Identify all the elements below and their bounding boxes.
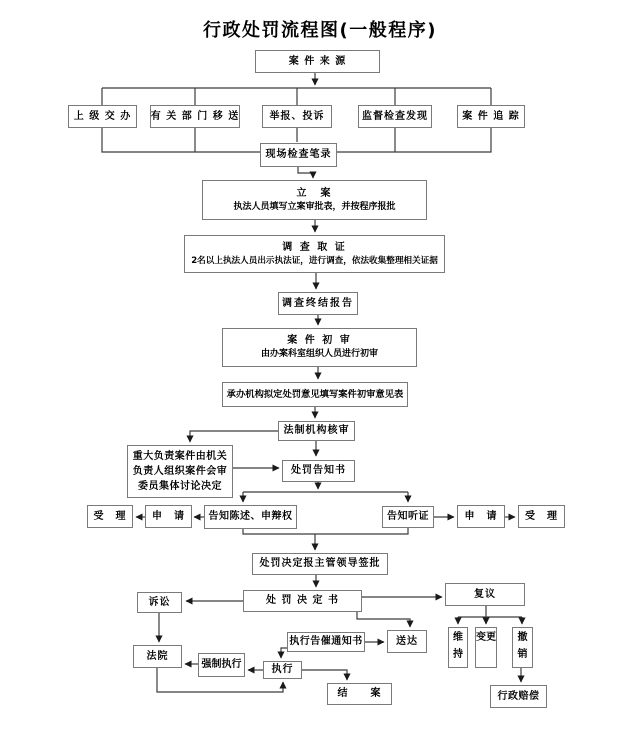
node-court: 法院 [133, 645, 182, 668]
node-compulsory-enforcement: 强制执行 [198, 653, 245, 677]
node-penalty-decision: 处 罚 决 定 书 [243, 590, 362, 612]
node-filing-desc: 执法人员填写立案审批表，并按程序报批 [233, 201, 396, 212]
node-filing-title: 立 案 [296, 187, 333, 199]
node-enforcement-notice: 执行告催通知书 [287, 632, 365, 652]
node-hearing-notice: 告知听证 [382, 506, 434, 528]
node-revoke: 撤销 [512, 627, 533, 668]
node-preliminary-review-title: 案 件 初 审 [287, 335, 352, 347]
node-case-source: 案 件 来 源 [255, 50, 380, 73]
node-preliminary-review-desc: 由办案科室组织人员进行初审 [260, 349, 378, 360]
node-litigation: 诉讼 [137, 592, 182, 613]
node-evidence [184, 235, 445, 273]
node-major-case: 重大负责案件由机关负责人组织案件会审委员集体讨论决定 [127, 445, 233, 498]
node-evidence-title: 调 查 取 证 [282, 241, 347, 253]
node-site-inspection: 现场检查笔录 [260, 143, 337, 167]
node-accept-left: 受 理 [87, 505, 133, 528]
node-delivery: 送达 [387, 630, 427, 653]
node-report-complaint: 举报、投诉 [262, 105, 332, 128]
node-reconsideration: 复议 [445, 583, 525, 606]
node-dept-transfer: 有 关 部 门 移 送 [150, 105, 240, 128]
node-execution: 执行 [263, 661, 302, 679]
node-filing [202, 180, 427, 220]
node-compensation: 行政赔偿 [490, 685, 547, 708]
node-change: 变更 [475, 627, 497, 668]
node-penalty-notice: 处罚告知书 [282, 460, 355, 482]
node-supervision-check: 监督检查发现 [358, 105, 432, 128]
node-superior-assign: 上 级 交 办 [68, 105, 137, 128]
node-case-closed: 结 案 [327, 683, 392, 705]
node-legal-review: 法制机构核审 [278, 421, 355, 441]
node-statement-rights: 告知陈述、申辩权 [204, 505, 297, 529]
node-apply-left: 申 请 [145, 505, 192, 528]
node-evidence-desc: 2名以上执法人员出示执法证，进行调查，依法收集整理相关证据 [191, 255, 438, 266]
node-leader-approval: 处罚决定报主管领导签批 [252, 553, 388, 575]
page-title: 行政处罚流程图(一般程序) [203, 20, 437, 41]
node-apply-right: 申 请 [457, 505, 505, 528]
node-opinion-form: 承办机构拟定处罚意见填写案件初审意见表 [222, 382, 408, 407]
node-investigation-report: 调查终结报告 [278, 292, 358, 315]
node-accept-right: 受 理 [518, 505, 565, 528]
node-maintain: 维持 [448, 627, 468, 668]
node-preliminary-review [222, 328, 417, 367]
node-case-tracking: 案 件 追 踪 [457, 105, 525, 128]
